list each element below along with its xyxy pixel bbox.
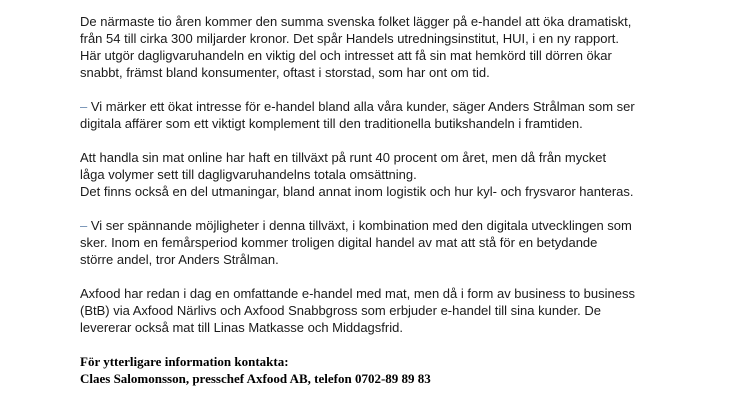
paragraph-quote-1 [80, 98, 720, 132]
contact-heading: För ytterligare information kontakta: [80, 354, 289, 369]
text-line: (BtB) via Axfood Närlivs och Axfood Snabbgross som erbjuder e-handel till sina kunder. De [80, 303, 601, 318]
quote-text: Vi märker ett ökat intresse för e-handel bland alla våra kunder, säger Anders Strålman som ser [87, 99, 635, 114]
text-line: digitala affärer som ett viktigt komplement till den traditionella butikshandeln i framtiden. [80, 116, 583, 131]
text-line [80, 98, 720, 115]
contact-person: Claes Salomonsson, presschef Axfood AB, telefon 0702-89 89 83 [80, 371, 431, 386]
text-line: Att handla sin mat online har haft en tillväxt på runt 40 procent om året, men då från mycket [80, 150, 607, 165]
contact-block [80, 353, 720, 387]
quote-text: Vi ser spännande möjligheter i denna tillväxt, i kombination med den digitala utvecklingen som [87, 218, 632, 233]
text-line: De närmaste tio åren kommer den summa svenska folket lägger på e-handel att öka dramatiskt, [80, 14, 632, 29]
quote-dash: – [80, 218, 88, 233]
text-line: större andel, tror Anders Strålman. [80, 252, 279, 267]
document-body [80, 13, 720, 387]
text-line: sker. Inom en femårsperiod kommer troligen digital handel av mat att stå för en betydande [80, 235, 598, 250]
text-line: snabbt, främst bland konsumenter, oftast i storstad, som har ont om tid. [80, 65, 490, 80]
paragraph-axfood [80, 285, 720, 336]
text-line: levererar också mat till Linas Matkasse och Middagsfrid. [80, 320, 403, 335]
text-line: låga volymer sett till dagligvaruhandelns totala omsättning. [80, 167, 417, 182]
text-line [80, 217, 720, 234]
paragraph-quote-2 [80, 217, 720, 268]
text-line: Det finns också en del utmaningar, bland annat inom logistik och hur kyl- och frysvaror hanteras. [80, 184, 634, 199]
text-line: från 54 till cirka 300 miljarder kronor. Det spår Handels utredningsinstitut, HUI, i en ny rapport. [80, 31, 620, 46]
paragraph-growth [80, 149, 720, 200]
text-line: Här utgör dagligvaruhandeln en viktig del och intresset att få sin mat hemkörd till dörren ökar [80, 48, 612, 63]
quote-dash: – [80, 99, 88, 114]
text-line: Axfood har redan i dag en omfattande e-handel med mat, men då i form av business to business [80, 286, 635, 301]
paragraph-intro [80, 13, 720, 81]
